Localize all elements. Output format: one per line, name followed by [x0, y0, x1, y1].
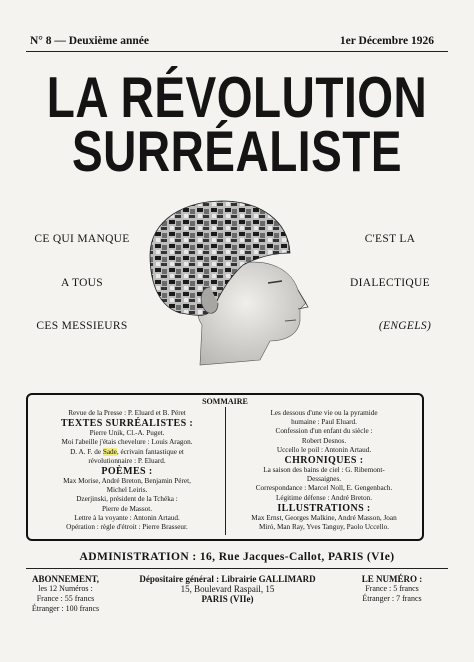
toc-entry: Opération : règle d'étroit : Pierre Brasseur.	[66, 523, 188, 532]
numero-title: LE NUMÉRO :	[361, 574, 423, 584]
toc-heading: TEXTES SURRÉALISTES :	[60, 418, 194, 430]
issue-date: 1er Décembre 1926	[339, 35, 434, 47]
toc-entry: Les dessous d'une vie ou la pyramide	[270, 409, 378, 417]
sommaire-title: SOMMAIRE	[202, 397, 248, 406]
abonnement-line: Étranger : 100 francs	[31, 604, 100, 613]
depositaire-title: Dépositaire général : Librairie GALLIMARD	[139, 574, 316, 584]
depositaire-line: 15, Boulevard Raspail, 15	[180, 584, 275, 594]
toc-entry: Robert Desnos.	[301, 436, 347, 445]
toc-heading: POÈMES :	[101, 466, 153, 478]
right-text-1: C'EST LA	[364, 233, 416, 245]
toc-entry: Confession d'un enfant du siècle :	[275, 427, 373, 436]
toc-entry: Moi l'abeille j'étais chevelure : Louis Aragon.	[61, 438, 193, 447]
footer-rule	[26, 568, 448, 569]
toc-entry: révolutionnaire : P. Eluard.	[88, 456, 166, 465]
masthead-line-2: SURRÉALISTE	[71, 118, 403, 184]
toc-entry: Pierre de Massot.	[101, 504, 153, 513]
abonnement-title: ABONNEMENT,	[31, 574, 100, 584]
toc-entry: Michel Leiris.	[106, 486, 148, 495]
toc-entry: Max Ernst, Georges Malkine, André Masson, Joan	[251, 513, 397, 522]
toc-entry: humaine : Paul Eluard.	[291, 418, 357, 427]
photomontage-head-illustration	[140, 195, 320, 370]
depositaire-line: PARIS (VIIe)	[201, 594, 254, 604]
issue-number: N° 8 — Deuxième année	[30, 35, 149, 47]
toc-entry: Correspondance : Marcel Noll, E. Gengenbach.	[255, 484, 393, 493]
abonnement-line: les 12 Numéros :	[38, 584, 93, 593]
right-text-3: (ENGELS)	[378, 320, 432, 332]
sommaire-left-column	[32, 409, 222, 532]
masthead-line-1: LA RÉVOLUTION	[46, 64, 428, 130]
toc-entry: Uccello le poil : Antonin Artaud.	[276, 445, 372, 454]
header-rule	[26, 51, 448, 52]
toc-entry: La saison des bains de ciel : G. Ribemont-	[263, 466, 385, 475]
toc-entry: Miró, Man Ray, Yves Tanguy, Paolo Uccello.	[259, 523, 389, 532]
left-text-3: CES MESSIEURS	[36, 320, 128, 332]
toc-heading: ILLUSTRATIONS :	[277, 502, 371, 514]
toc-entry: Pierre Unik, Cl.-A. Puget.	[89, 429, 165, 438]
toc-entry: Dzerjinski, président de la Tchéka :	[76, 495, 178, 504]
numero-line: France : 5 francs	[365, 584, 419, 593]
numero-block	[342, 574, 442, 604]
right-text-2: DIALECTIQUE	[350, 277, 430, 289]
abonnement-line: France : 55 francs	[36, 594, 95, 603]
sommaire-divider	[225, 407, 226, 535]
toc-entry: Max Morise, André Breton, Benjamin Péret,	[63, 477, 191, 486]
toc-heading: CHRONIQUES :	[284, 455, 364, 467]
sommaire-right-column	[229, 409, 419, 532]
numero-line: Étranger : 7 francs	[362, 594, 422, 603]
left-text-1: CE QUI MANQUE	[34, 233, 130, 245]
depositaire-block	[120, 574, 335, 604]
toc-entry: Lettre à la voyante : Antonin Artaud.	[74, 513, 180, 522]
abonnement-block	[18, 574, 113, 614]
administration-address: ADMINISTRATION : 16, Rue Jacques-Callot, PARIS (VIe)	[79, 551, 395, 563]
toc-entry: Revue de la Presse : P. Eluard et B. Péret	[68, 409, 186, 417]
left-text-2: A TOUS	[61, 277, 103, 289]
sommaire-box	[26, 393, 424, 541]
toc-entry: D. A. F. de Sade, écrivain fantastique et	[70, 447, 184, 456]
toc-entry: Légitime défense : André Breton.	[275, 493, 372, 502]
toc-entry: Dessaignes.	[306, 475, 342, 484]
